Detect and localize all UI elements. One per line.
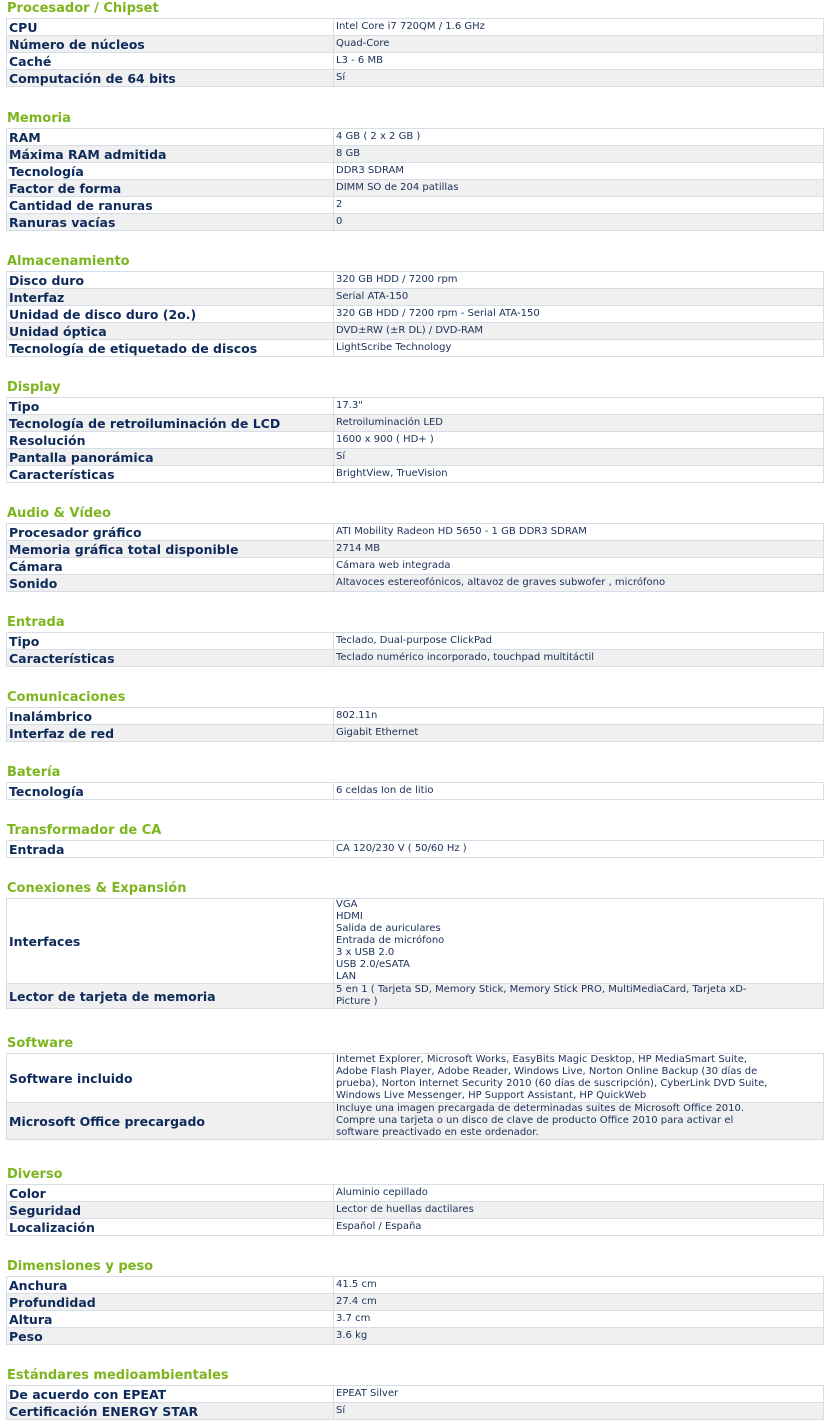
section-title: Memoria — [7, 111, 71, 126]
spec-label: Seguridad — [7, 1202, 334, 1219]
spec-table — [6, 898, 824, 1009]
section-title: Estándares medioambientales — [7, 1368, 229, 1383]
spec-value — [334, 1054, 824, 1103]
spec-table — [6, 1385, 824, 1420]
spec-value — [334, 1328, 824, 1345]
spec-value-line: 8 GB — [336, 148, 361, 159]
spec-row — [7, 180, 824, 197]
spec-value-line: Lector de huellas dactilares — [336, 1204, 474, 1215]
spec-value — [334, 1386, 824, 1403]
spec-label: Profundidad — [7, 1294, 334, 1311]
spec-value-line: USB 2.0/eSATA — [336, 959, 410, 970]
spec-label: Memoria gráfica total disponible — [7, 541, 334, 558]
spec-label: Tecnología — [7, 783, 334, 800]
spec-label: Disco duro — [7, 272, 334, 289]
spec-label: CPU — [7, 19, 334, 36]
spec-value-line: 0 — [336, 216, 343, 227]
spec-row — [7, 1386, 824, 1403]
spec-label: Características — [7, 466, 334, 483]
spec-value — [334, 272, 824, 289]
spec-value-line: Incluye una imagen precargada de determinadas suites de Microsoft Office 2010. — [336, 1103, 745, 1114]
spec-value — [334, 197, 824, 214]
spec-label: Interfaz de red — [7, 725, 334, 742]
spec-value — [334, 783, 824, 800]
spec-value-line: 5 en 1 ( Tarjeta SD, Memory Stick, Memory Stick PRO, MultiMediaCard, Tarjeta xD- — [336, 984, 747, 995]
spec-label: Interfaces — [7, 899, 334, 984]
spec-value-line: prueba), Norton Internet Security 2010 (60 días de suscripción), CyberLink DVD Suite, — [336, 1078, 768, 1089]
spec-label: Número de núcleos — [7, 36, 334, 53]
spec-label: RAM — [7, 129, 334, 146]
spec-value — [334, 650, 824, 667]
spec-value — [334, 1185, 824, 1202]
section-title: Procesador / Chipset — [7, 1, 159, 16]
spec-value — [334, 1403, 824, 1420]
spec-value — [334, 53, 824, 70]
spec-value-line: Sí — [336, 451, 346, 462]
spec-row — [7, 289, 824, 306]
spec-row — [7, 1311, 824, 1328]
spec-value — [334, 725, 824, 742]
spec-row — [7, 19, 824, 36]
spec-label: Cantidad de ranuras — [7, 197, 334, 214]
spec-row — [7, 841, 824, 858]
spec-value-line: Picture ) — [336, 996, 378, 1007]
spec-row — [7, 1054, 824, 1103]
spec-section — [6, 1, 823, 87]
spec-label: Unidad de disco duro (2o.) — [7, 306, 334, 323]
section-title: Audio & Vídeo — [7, 506, 111, 521]
spec-value — [334, 306, 824, 323]
spec-value — [334, 558, 824, 575]
spec-label: Tipo — [7, 633, 334, 650]
spec-section — [6, 111, 823, 231]
spec-label: Máxima RAM admitida — [7, 146, 334, 163]
spec-value-line: Windows Live Messenger, HP Support Assistant, HP QuickWeb — [336, 1090, 647, 1101]
section-title: Dimensiones y peso — [7, 1259, 154, 1274]
spec-row — [7, 146, 824, 163]
spec-row — [7, 415, 824, 432]
section-title: Diverso — [7, 1167, 63, 1182]
spec-label: Unidad óptica — [7, 323, 334, 340]
spec-value-line: 6 celdas Ion de litio — [336, 785, 434, 796]
spec-value — [334, 708, 824, 725]
spec-table — [6, 271, 824, 357]
spec-value-line: 4 GB ( 2 x 2 GB ) — [336, 131, 421, 142]
spec-value — [334, 466, 824, 483]
spec-value — [334, 289, 824, 306]
spec-value-line: 27.4 cm — [336, 1296, 377, 1307]
spec-table — [6, 397, 824, 483]
spec-value — [334, 36, 824, 53]
spec-label: Resolución — [7, 432, 334, 449]
spec-row — [7, 398, 824, 415]
spec-value-line: EPEAT Silver — [336, 1388, 399, 1399]
section-title: Transformador de CA — [7, 823, 162, 838]
section-title: Display — [7, 380, 61, 395]
spec-value — [334, 180, 824, 197]
spec-row — [7, 650, 824, 667]
spec-value-line: Compre una tarjeta o un disco de clave de producto Office 2010 para activar el — [336, 1115, 734, 1126]
spec-row — [7, 36, 824, 53]
spec-value-line: DIMM SO de 204 patillas — [336, 182, 459, 193]
spec-value-line: DVD±RW (±R DL) / DVD-RAM — [336, 325, 484, 336]
spec-value-line: Sí — [336, 72, 346, 83]
spec-value-line: 17.3" — [336, 400, 363, 411]
spec-label: Altura — [7, 1311, 334, 1328]
spec-label: Tecnología de retroiluminación de LCD — [7, 415, 334, 432]
section-title: Batería — [7, 765, 61, 780]
spec-row — [7, 783, 824, 800]
spec-row — [7, 323, 824, 340]
spec-value — [334, 340, 824, 357]
spec-row — [7, 984, 824, 1009]
spec-row — [7, 1328, 824, 1345]
spec-section — [6, 1036, 823, 1140]
spec-value — [334, 449, 824, 466]
spec-value-line: VGA — [336, 899, 358, 910]
spec-label: Factor de forma — [7, 180, 334, 197]
spec-value-line: Gigabit Ethernet — [336, 727, 419, 738]
spec-value — [334, 129, 824, 146]
spec-value — [334, 1103, 824, 1140]
spec-row — [7, 1103, 824, 1140]
spec-section — [6, 615, 823, 667]
spec-value-line: 320 GB HDD / 7200 rpm — [336, 274, 458, 285]
spec-section — [6, 1167, 823, 1236]
spec-row — [7, 633, 824, 650]
spec-value-line: 2714 MB — [336, 543, 381, 554]
spec-value — [334, 633, 824, 650]
spec-row — [7, 197, 824, 214]
spec-row — [7, 163, 824, 180]
spec-row — [7, 725, 824, 742]
spec-value-line: Español / España — [336, 1221, 422, 1232]
spec-row — [7, 466, 824, 483]
spec-value-line: Cámara web integrada — [336, 560, 451, 571]
spec-row — [7, 575, 824, 592]
spec-value-line: L3 - 6 MB — [336, 55, 383, 66]
spec-row — [7, 1294, 824, 1311]
spec-row — [7, 541, 824, 558]
spec-value — [334, 163, 824, 180]
spec-value — [334, 1219, 824, 1236]
spec-value — [334, 541, 824, 558]
spec-table — [6, 1184, 824, 1236]
spec-label: Procesador gráfico — [7, 524, 334, 541]
section-title: Software — [7, 1036, 74, 1051]
spec-label: De acuerdo con EPEAT — [7, 1386, 334, 1403]
spec-value-line: Serial ATA-150 — [336, 291, 409, 302]
spec-table — [6, 707, 824, 742]
spec-label: Certificación ENERGY STAR — [7, 1403, 334, 1420]
spec-value — [334, 415, 824, 432]
spec-value — [334, 146, 824, 163]
spec-value-line: 3 x USB 2.0 — [336, 947, 395, 958]
spec-value — [334, 575, 824, 592]
spec-label: Pantalla panorámica — [7, 449, 334, 466]
spec-row — [7, 306, 824, 323]
spec-row — [7, 708, 824, 725]
spec-section — [6, 380, 823, 483]
spec-value-line: LAN — [336, 971, 357, 982]
spec-row — [7, 899, 824, 984]
spec-row — [7, 70, 824, 87]
spec-label: Computación de 64 bits — [7, 70, 334, 87]
spec-section — [6, 254, 823, 357]
spec-value-line: ATI Mobility Radeon HD 5650 - 1 GB DDR3 SDRAM — [336, 526, 587, 537]
spec-value-line: Teclado numérico incorporado, touchpad multitáctil — [336, 652, 595, 663]
spec-value-line: BrightView, TrueVision — [336, 468, 448, 479]
spec-value — [334, 432, 824, 449]
spec-value — [334, 524, 824, 541]
spec-value-line: 3.6 kg — [336, 1330, 368, 1341]
spec-value-line: Intel Core i7 720QM / 1.6 GHz — [336, 21, 485, 32]
spec-label: Ranuras vacías — [7, 214, 334, 231]
spec-label: Tecnología — [7, 163, 334, 180]
spec-label: Caché — [7, 53, 334, 70]
spec-row — [7, 1403, 824, 1420]
spec-row — [7, 558, 824, 575]
spec-value — [334, 899, 824, 984]
spec-value — [334, 1202, 824, 1219]
spec-value-line: HDMI — [336, 911, 363, 922]
spec-value-line: LightScribe Technology — [336, 342, 452, 353]
spec-row — [7, 1185, 824, 1202]
spec-row — [7, 1219, 824, 1236]
spec-label: Sonido — [7, 575, 334, 592]
spec-label: Software incluido — [7, 1054, 334, 1103]
spec-value — [334, 19, 824, 36]
spec-value — [334, 323, 824, 340]
section-title: Entrada — [7, 615, 65, 630]
spec-value — [334, 1277, 824, 1294]
spec-label: Tipo — [7, 398, 334, 415]
spec-label: Inalámbrico — [7, 708, 334, 725]
spec-row — [7, 214, 824, 231]
spec-value-line: Teclado, Dual-purpose ClickPad — [336, 635, 493, 646]
spec-table — [6, 523, 824, 592]
section-title: Comunicaciones — [7, 690, 126, 705]
spec-label: Localización — [7, 1219, 334, 1236]
spec-table — [6, 782, 824, 800]
spec-value — [334, 1311, 824, 1328]
spec-value — [334, 984, 824, 1009]
spec-value-line: CA 120/230 V ( 50/60 Hz ) — [336, 843, 467, 854]
spec-value-line: Internet Explorer, Microsoft Works, EasyBits Magic Desktop, HP MediaSmart Suite, — [336, 1054, 748, 1065]
spec-value — [334, 214, 824, 231]
spec-value-line: 2 — [336, 199, 343, 210]
spec-row — [7, 129, 824, 146]
spec-value-line: 1600 x 900 ( HD+ ) — [336, 434, 434, 445]
spec-label: Entrada — [7, 841, 334, 858]
spec-value — [334, 70, 824, 87]
spec-section — [6, 690, 823, 742]
spec-row — [7, 449, 824, 466]
spec-row — [7, 53, 824, 70]
spec-row — [7, 1277, 824, 1294]
spec-row — [7, 272, 824, 289]
spec-value-line: 320 GB HDD / 7200 rpm - Serial ATA-150 — [336, 308, 540, 319]
spec-label: Lector de tarjeta de memoria — [7, 984, 334, 1009]
spec-row — [7, 1202, 824, 1219]
spec-label: Cámara — [7, 558, 334, 575]
spec-value-line: Adobe Flash Player, Adobe Reader, Windows Live, Norton Online Backup (30 días de — [336, 1066, 758, 1077]
spec-label: Características — [7, 650, 334, 667]
spec-label: Anchura — [7, 1277, 334, 1294]
spec-value-line: 802.11n — [336, 710, 378, 721]
spec-value — [334, 1294, 824, 1311]
spec-table — [6, 840, 824, 858]
spec-value-line: Altavoces estereofónicos, altavoz de graves subwofer , micrófono — [336, 577, 666, 588]
spec-label: Microsoft Office precargado — [7, 1103, 334, 1140]
spec-row — [7, 524, 824, 541]
spec-value-line: Entrada de micrófono — [336, 935, 445, 946]
spec-value-line: software preactivado en este ordenador. — [336, 1127, 539, 1138]
spec-section — [6, 765, 823, 800]
spec-section — [6, 1368, 823, 1420]
spec-value-line: Aluminio cepillado — [336, 1187, 428, 1198]
spec-value-line: Salida de auriculares — [336, 923, 441, 934]
section-title: Almacenamiento — [7, 254, 130, 269]
spec-table — [6, 1053, 824, 1140]
spec-row — [7, 340, 824, 357]
spec-row — [7, 432, 824, 449]
spec-value — [334, 841, 824, 858]
spec-value — [334, 398, 824, 415]
spec-label: Interfaz — [7, 289, 334, 306]
spec-section — [6, 823, 823, 858]
spec-label: Peso — [7, 1328, 334, 1345]
spec-section — [6, 881, 823, 1009]
spec-value-line: DDR3 SDRAM — [336, 165, 404, 176]
spec-section — [6, 1259, 823, 1345]
spec-table — [6, 632, 824, 667]
spec-label: Color — [7, 1185, 334, 1202]
spec-value-line: Retroiluminación LED — [336, 417, 443, 428]
section-title: Conexiones & Expansión — [7, 881, 187, 896]
spec-value-line: 3.7 cm — [336, 1313, 371, 1324]
spec-table — [6, 18, 824, 87]
spec-value-line: Quad-Core — [336, 38, 390, 49]
spec-label: Tecnología de etiquetado de discos — [7, 340, 334, 357]
spec-value-line: Sí — [336, 1405, 346, 1416]
spec-table — [6, 128, 824, 231]
spec-table — [6, 1276, 824, 1345]
spec-section — [6, 506, 823, 592]
spec-value-line: 41.5 cm — [336, 1279, 377, 1290]
